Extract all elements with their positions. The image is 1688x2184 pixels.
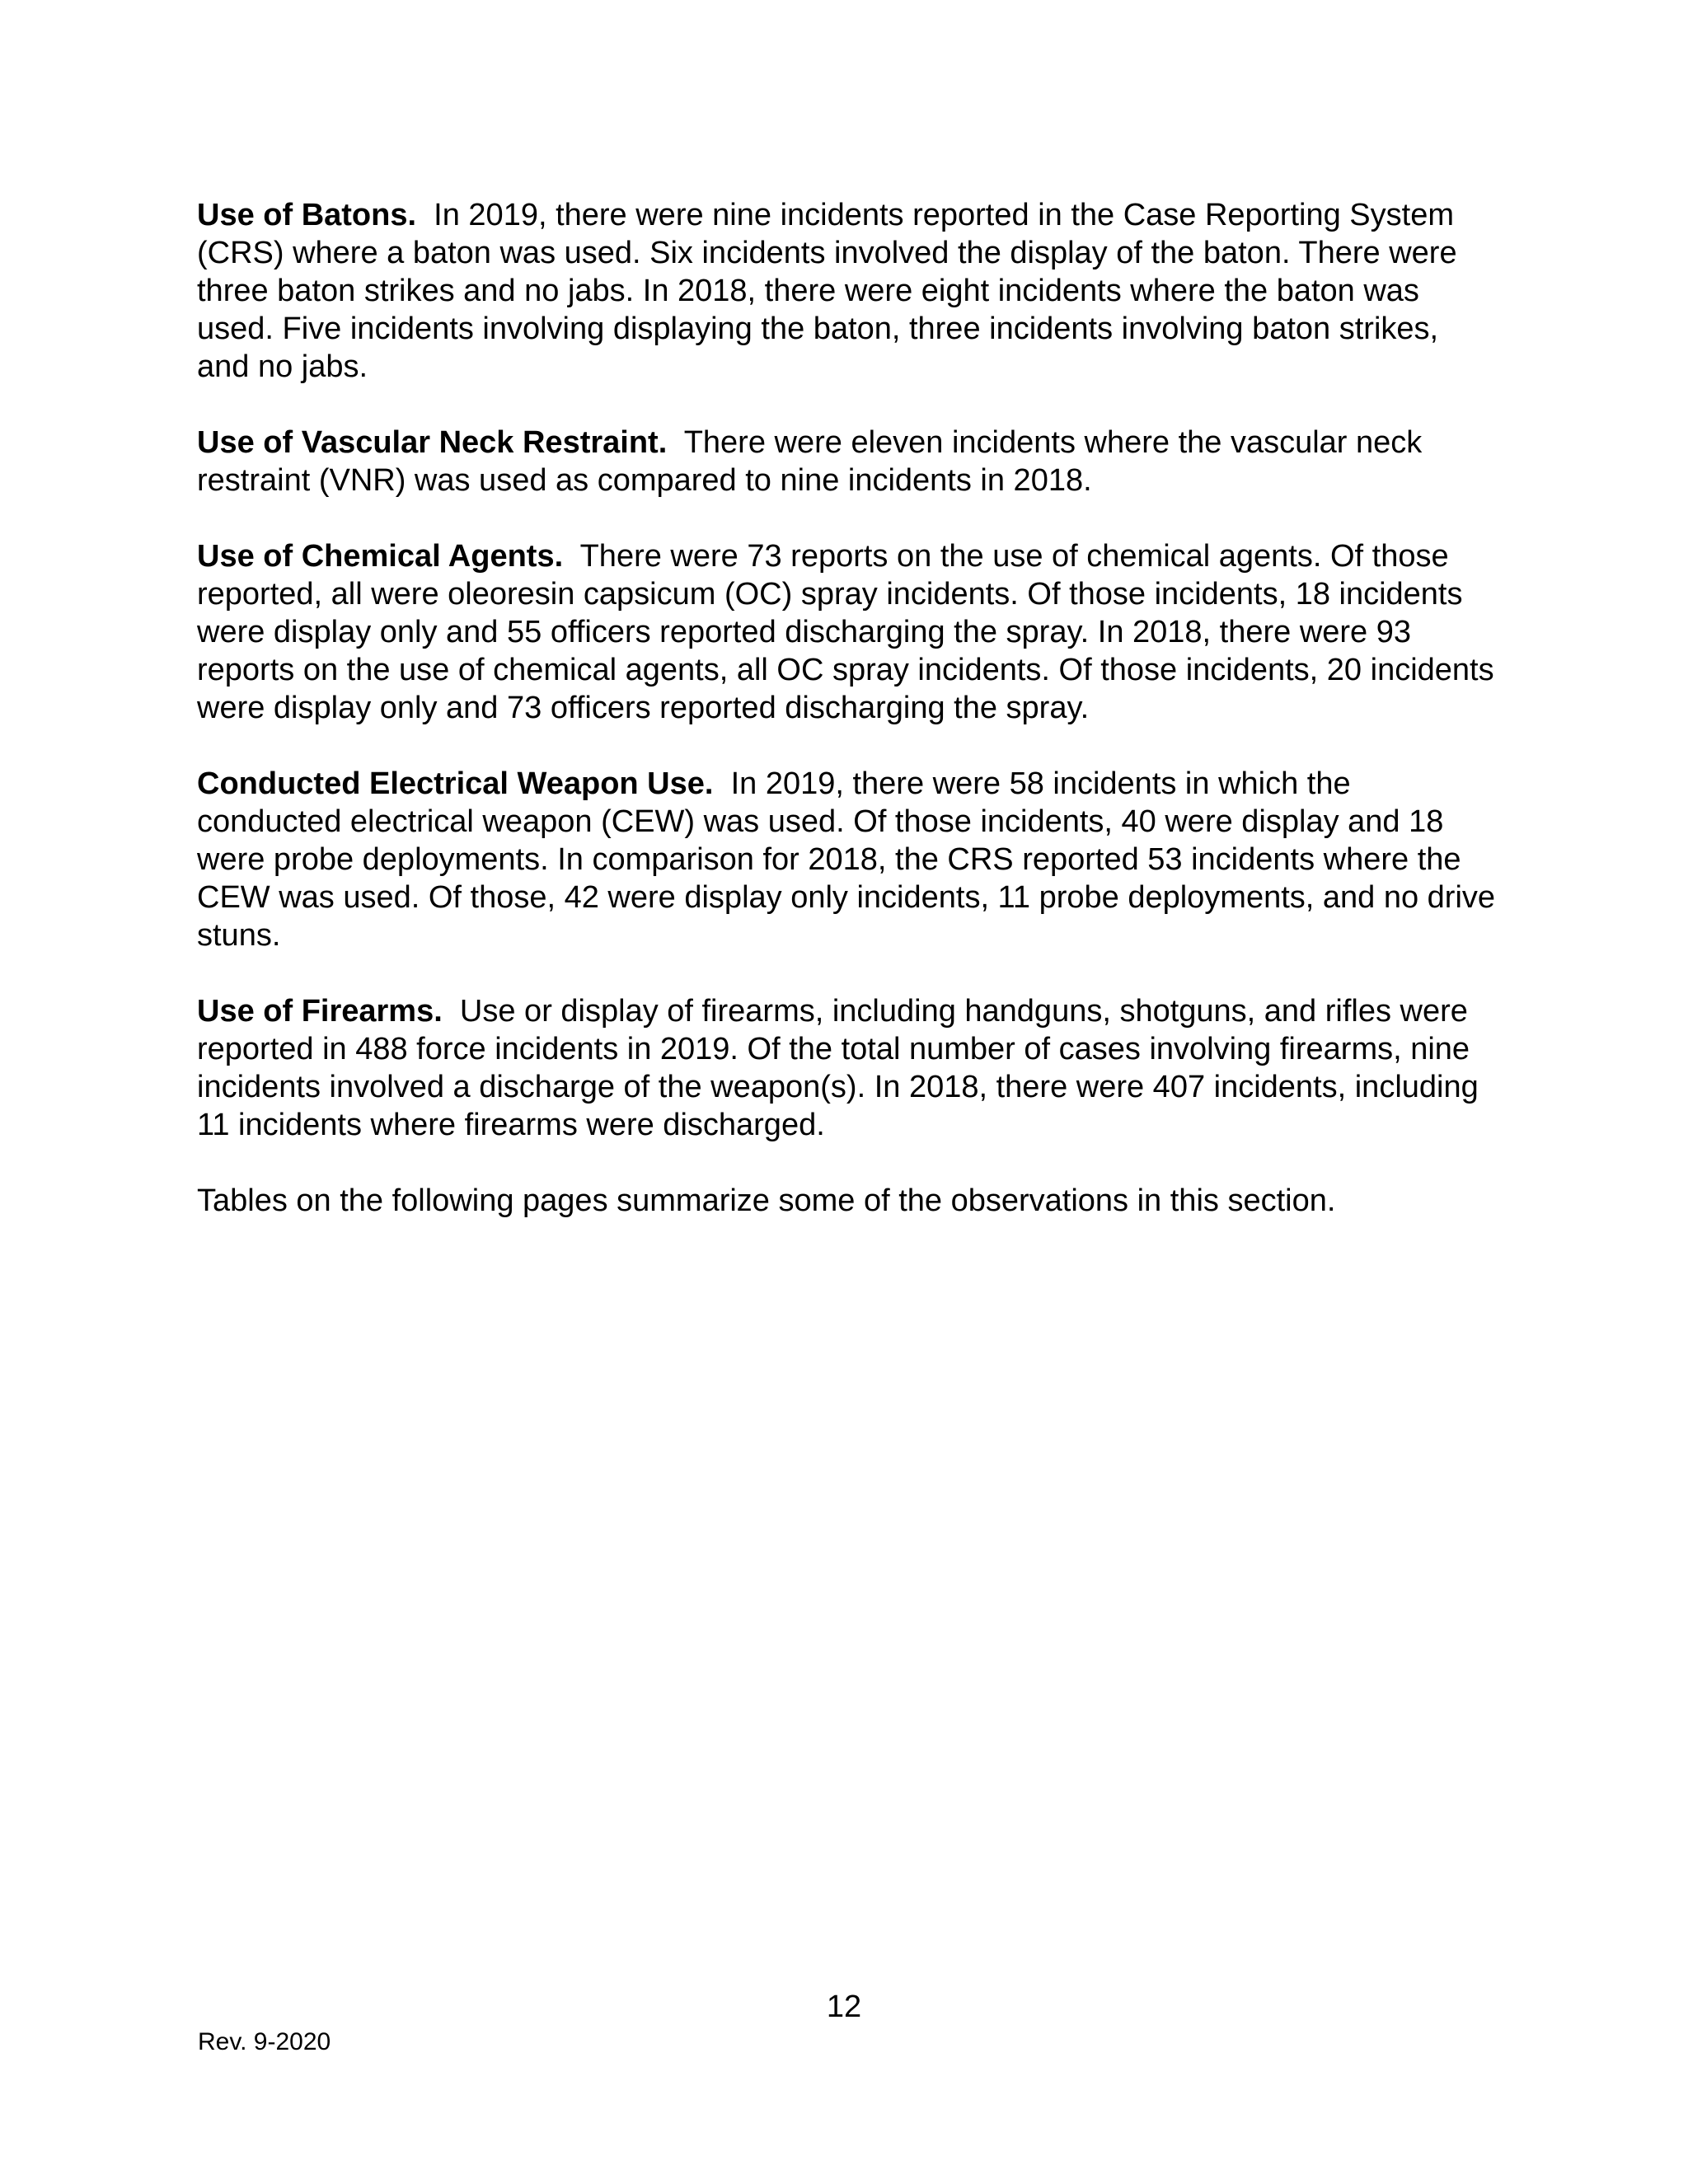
chemical-agents-heading: Use of Chemical Agents. (197, 539, 564, 574)
cew-text: In 2019, there were 58 incidents in which the conducted electrical weapon (CEW) was used. Of those incidents, 40 were display and 18 were probe deployments. In comparison for 2018, the CRS reported 53 incidents where the CEW was used. Of those, 42 were display only incidents, 11 probe deployments, and no drive stuns. (197, 766, 1496, 953)
firearms-paragraph (197, 992, 1499, 1144)
batons-paragraph (197, 196, 1499, 386)
chemical-agents-paragraph (197, 537, 1499, 727)
vnr-heading: Use of Vascular Neck Restraint. (197, 425, 668, 460)
cew-paragraph (197, 765, 1499, 954)
vnr-text: There were eleven incidents where the vascular neck restraint (VNR) was used as compared to nine incidents in 2018. (197, 425, 1423, 498)
batons-text: In 2019, there were nine incidents reported in the Case Reporting System (CRS) where a baton was used. Six incidents involved the display of the baton. There were three baton strikes and no jabs. In 2018, there were eight incidents where the baton was used. Five incidents involving displaying the baton, three incidents involving baton strikes, and no jabs. (197, 198, 1457, 384)
firearms-heading: Use of Firearms. (197, 994, 443, 1029)
cew-heading: Conducted Electrical Weapon Use. (197, 766, 714, 801)
closing-paragraph: Tables on the following pages summarize some of the observations in this section. (197, 1183, 1336, 1218)
revision-label: Rev. 9-2020 (198, 2028, 331, 2055)
firearms-text: Use or display of firearms, including handguns, shotguns, and rifles were reported in 488 force incidents in 2019. Of the total number of cases involving firearms, nine incidents involved a discharge of the weapon(s). In 2018, there were 407 incidents, including 11 incidents where firearms were discharged. (197, 994, 1479, 1142)
vnr-paragraph (197, 424, 1499, 499)
batons-heading: Use of Batons. (197, 198, 417, 232)
page-number: 12 (826, 1990, 862, 2024)
chemical-agents-text: There were 73 reports on the use of chemical agents. Of those reported, all were oleoresin capsicum (OC) spray incidents. Of those incidents, 18 incidents were display only and 55 officers reported discharging the spray. In 2018, there were 93 reports on the use of chemical agents, all OC spray incidents. Of those incidents, 20 incidents were display only and 73 officers reported discharging the spray. (197, 539, 1494, 725)
document-body (197, 196, 1499, 1258)
